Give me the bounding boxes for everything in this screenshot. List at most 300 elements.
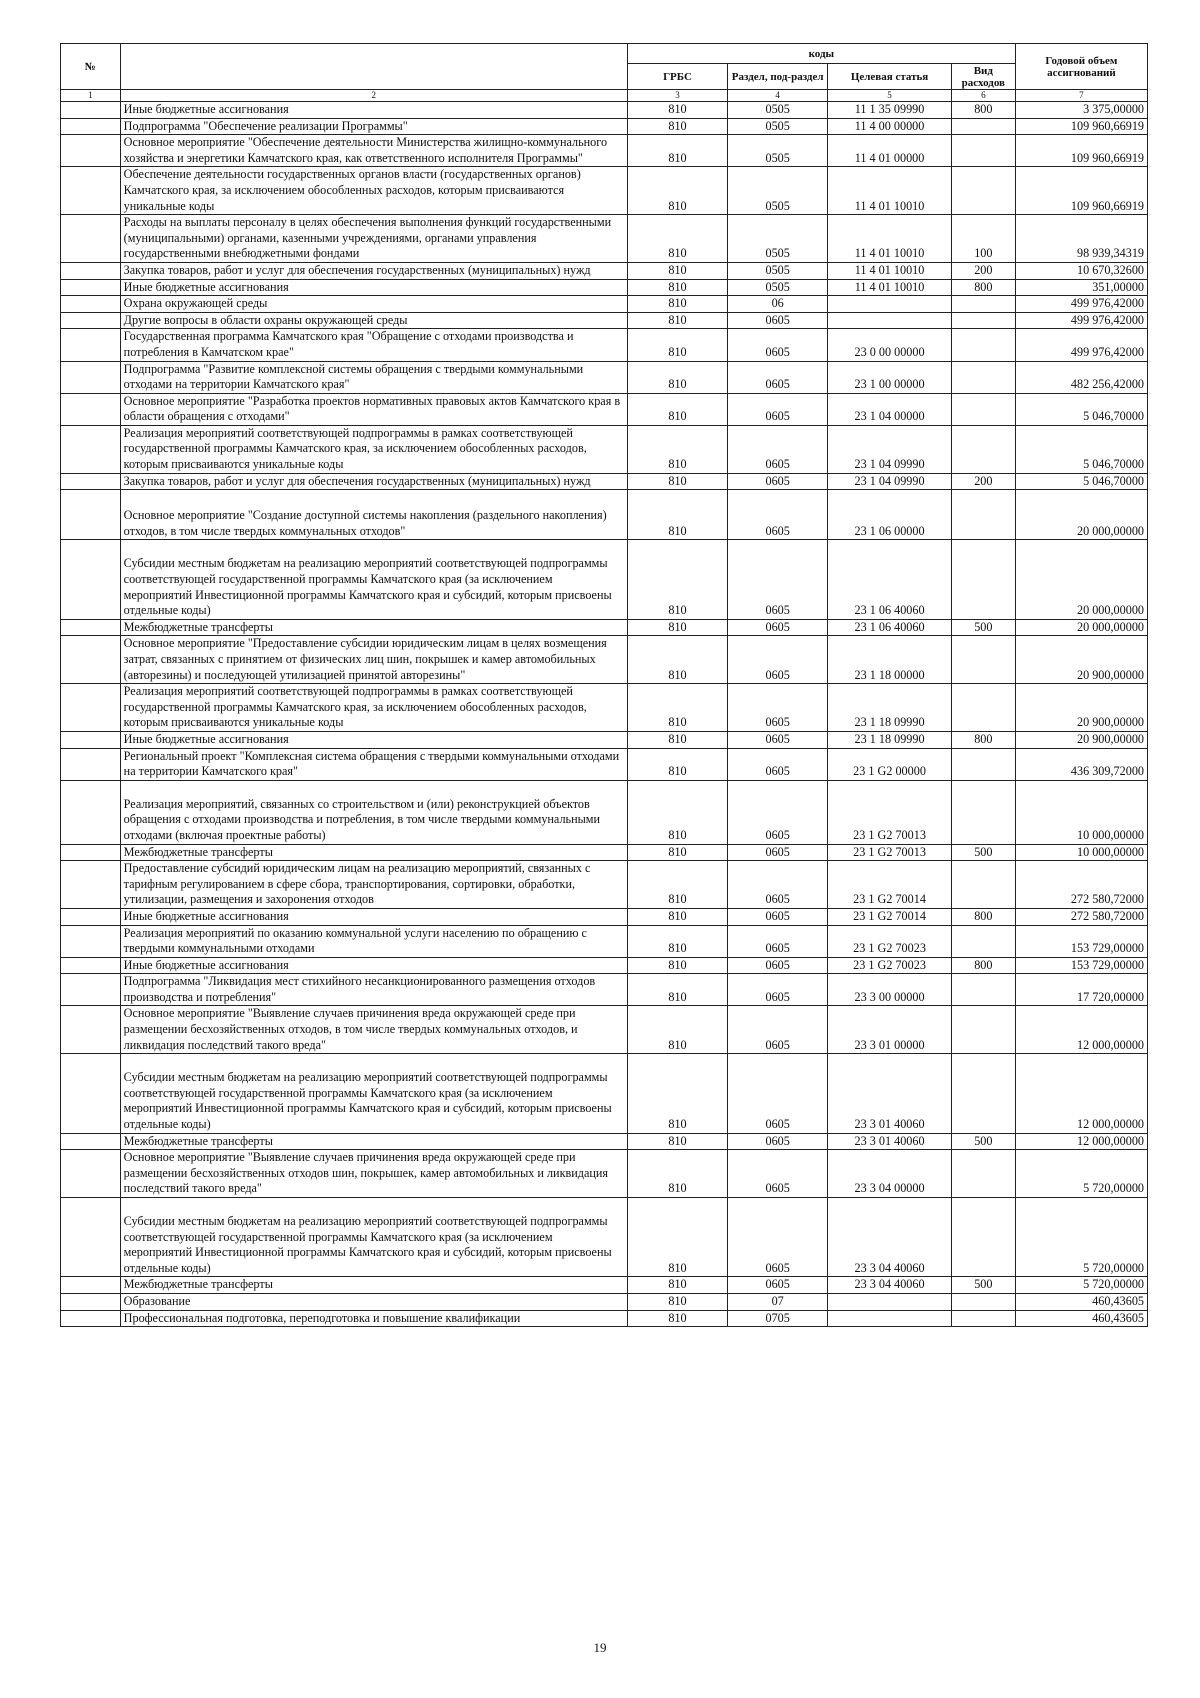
- cell-section: 0605: [728, 1006, 828, 1054]
- cell-grbs: 810: [627, 1054, 727, 1133]
- cell-name: Образование: [120, 1293, 627, 1310]
- cell-section: 0705: [728, 1310, 828, 1327]
- cell-num: [61, 957, 121, 974]
- cell-kind: 800: [951, 102, 1015, 119]
- cell-target: 23 3 04 00000: [828, 1150, 952, 1198]
- cell-num: [61, 1198, 121, 1277]
- cell-grbs: 810: [627, 1277, 727, 1294]
- cell-section: 0605: [728, 861, 828, 909]
- cell-grbs: 810: [627, 361, 727, 393]
- cell-num: [61, 296, 121, 313]
- cell-name: Предоставление субсидий юридическим лицам на реализацию мероприятий, связанных с тарифным регулированием в сфере сбора, транспортирования, сортировки, обработки, утилизации, размещения и захоронения отходов: [120, 861, 627, 909]
- cell-section: 0605: [728, 925, 828, 957]
- cell-num: [61, 167, 121, 215]
- header-index-5: 5: [828, 90, 952, 102]
- cell-num: [61, 473, 121, 490]
- cell-num: [61, 1277, 121, 1294]
- cell-name: Закупка товаров, работ и услуг для обеспечения государственных (муниципальных) нужд: [120, 473, 627, 490]
- cell-num: [61, 102, 121, 119]
- table-row: [61, 102, 1148, 119]
- cell-amount: 5 046,70000: [1015, 425, 1147, 473]
- cell-amount: 5 720,00000: [1015, 1277, 1147, 1294]
- cell-name: Межбюджетные трансферты: [120, 844, 627, 861]
- cell-name: Реализация мероприятий по оказанию коммунальной услуги населению по обращению с твердыми коммунальными отходами: [120, 925, 627, 957]
- cell-name: Государственная программа Камчатского края "Обращение с отходами производства и потребления в Камчатском крае": [120, 329, 627, 361]
- cell-name: Реализация мероприятий соответствующей подпрограммы в рамках соответствующей государственной программы Камчатского края, за исключением обособленных расходов, которым присваиваются уникальные коды: [120, 425, 627, 473]
- cell-name: Субсидии местным бюджетам на реализацию мероприятий соответствующей подпрограммы соответствующей государственной программы Камчатского края (за исключением мероприятий Инвестиционной программы Камчатского края и субсидий, которым присвоены отдельные коды): [120, 1198, 627, 1277]
- header-index-3: 3: [627, 90, 727, 102]
- cell-amount: 5 720,00000: [1015, 1198, 1147, 1277]
- cell-num: [61, 619, 121, 636]
- cell-section: 0605: [728, 490, 828, 540]
- cell-amount: 12 000,00000: [1015, 1133, 1147, 1150]
- table-row: [61, 490, 1148, 540]
- table-row: [61, 908, 1148, 925]
- cell-amount: 20 000,00000: [1015, 540, 1147, 619]
- table-row: [61, 957, 1148, 974]
- cell-amount: 12 000,00000: [1015, 1054, 1147, 1133]
- cell-kind: [951, 425, 1015, 473]
- cell-num: [61, 748, 121, 780]
- cell-target: [828, 296, 952, 313]
- cell-section: 0605: [728, 473, 828, 490]
- cell-section: 0605: [728, 636, 828, 684]
- table-row: [61, 1198, 1148, 1277]
- header-codes: коды: [627, 44, 1015, 64]
- cell-amount: 20 900,00000: [1015, 731, 1147, 748]
- table-row: [61, 1054, 1148, 1133]
- cell-num: [61, 490, 121, 540]
- cell-name: Основное мероприятие "Выявление случаев причинения вреда окружающей среде при размещении бесхозяйственных отходов шин, покрышек, камер автомобильных и ликвидация последствий такого вреда": [120, 1150, 627, 1198]
- table-row: [61, 540, 1148, 619]
- table-row: [61, 731, 1148, 748]
- cell-grbs: 810: [627, 748, 727, 780]
- cell-amount: 3 375,00000: [1015, 102, 1147, 119]
- cell-amount: 499 976,42000: [1015, 329, 1147, 361]
- cell-name: Основное мероприятие "Выявление случаев причинения вреда окружающей среде при размещении бесхозяйственных отходов, в том числе твердых коммунальных отходов, и ликвидация последствий такого вреда": [120, 1006, 627, 1054]
- cell-section: 07: [728, 1293, 828, 1310]
- cell-grbs: 810: [627, 540, 727, 619]
- header-kind: Вид расходов: [951, 64, 1015, 90]
- cell-kind: [951, 490, 1015, 540]
- cell-kind: 500: [951, 1133, 1015, 1150]
- table-row: [61, 748, 1148, 780]
- cell-num: [61, 361, 121, 393]
- cell-name: Расходы на выплаты персоналу в целях обеспечения выполнения функций государственными (муниципальными) органами, казенными учреждениями, органами управления государственными внебюджетными фондами: [120, 215, 627, 263]
- table-row: [61, 1006, 1148, 1054]
- cell-section: 0605: [728, 780, 828, 844]
- cell-grbs: 810: [627, 118, 727, 135]
- cell-section: 0605: [728, 684, 828, 732]
- cell-name: Реализация мероприятий соответствующей подпрограммы в рамках соответствующей государственной программы Камчатского края, за исключением обособленных расходов, которым присваиваются уникальные коды: [120, 684, 627, 732]
- cell-section: 0605: [728, 908, 828, 925]
- cell-amount: 109 960,66919: [1015, 135, 1147, 167]
- cell-target: 23 1 04 09990: [828, 425, 952, 473]
- cell-name: Межбюджетные трансферты: [120, 1133, 627, 1150]
- header-name: [120, 44, 627, 90]
- table-row: [61, 636, 1148, 684]
- budget-table: [60, 43, 1148, 1327]
- cell-grbs: 810: [627, 974, 727, 1006]
- cell-name: Субсидии местным бюджетам на реализацию мероприятий соответствующей подпрограммы соответствующей государственной программы Камчатского края (за исключением мероприятий Инвестиционной программы Камчатского края и субсидий, которым присвоены отдельные коды): [120, 540, 627, 619]
- cell-num: [61, 262, 121, 279]
- cell-grbs: 810: [627, 312, 727, 329]
- cell-num: [61, 1006, 121, 1054]
- cell-section: 0605: [728, 731, 828, 748]
- cell-target: [828, 312, 952, 329]
- cell-kind: 800: [951, 279, 1015, 296]
- cell-grbs: 810: [627, 490, 727, 540]
- cell-target: 23 1 06 40060: [828, 619, 952, 636]
- header-index-1: 1: [61, 90, 121, 102]
- table-body: [61, 102, 1148, 1327]
- cell-target: 23 3 01 40060: [828, 1054, 952, 1133]
- cell-kind: [951, 329, 1015, 361]
- cell-target: 11 4 01 10010: [828, 279, 952, 296]
- cell-name: Иные бюджетные ассигнования: [120, 731, 627, 748]
- cell-num: [61, 861, 121, 909]
- cell-kind: 500: [951, 1277, 1015, 1294]
- cell-num: [61, 908, 121, 925]
- cell-kind: [951, 974, 1015, 1006]
- cell-name: Обеспечение деятельности государственных органов власти (государственных органов) Камчатского края, за исключением обособленных расходов, которым присваиваются уникальные коды: [120, 167, 627, 215]
- cell-target: 23 0 00 00000: [828, 329, 952, 361]
- cell-kind: [951, 925, 1015, 957]
- cell-amount: 153 729,00000: [1015, 925, 1147, 957]
- table-row: [61, 619, 1148, 636]
- cell-num: [61, 925, 121, 957]
- cell-kind: 200: [951, 473, 1015, 490]
- cell-amount: 17 720,00000: [1015, 974, 1147, 1006]
- cell-grbs: 810: [627, 731, 727, 748]
- table-row: [61, 361, 1148, 393]
- cell-num: [61, 731, 121, 748]
- cell-num: [61, 312, 121, 329]
- cell-kind: [951, 861, 1015, 909]
- cell-target: 23 1 18 09990: [828, 731, 952, 748]
- cell-section: 0605: [728, 312, 828, 329]
- cell-section: 0605: [728, 844, 828, 861]
- cell-grbs: 810: [627, 844, 727, 861]
- cell-amount: 482 256,42000: [1015, 361, 1147, 393]
- cell-target: 23 1 04 00000: [828, 393, 952, 425]
- cell-grbs: 810: [627, 296, 727, 313]
- cell-amount: 460,43605: [1015, 1293, 1147, 1310]
- cell-num: [61, 425, 121, 473]
- cell-section: 0605: [728, 1133, 828, 1150]
- cell-name: Основное мероприятие "Обеспечение деятельности Министерства жилищно-коммунального хозяйства и энергетики Камчатского края, как ответственного исполнителя Программы": [120, 135, 627, 167]
- cell-kind: [951, 780, 1015, 844]
- header-volume: Годовой объем ассигнований: [1015, 44, 1147, 90]
- budget-sheet: [60, 43, 1148, 1327]
- cell-kind: [951, 1310, 1015, 1327]
- cell-grbs: 810: [627, 102, 727, 119]
- cell-target: 23 1 G2 70013: [828, 844, 952, 861]
- cell-kind: [951, 1198, 1015, 1277]
- cell-num: [61, 844, 121, 861]
- header-target: Целевая статья: [828, 64, 952, 90]
- cell-section: 0605: [728, 540, 828, 619]
- cell-name: Межбюджетные трансферты: [120, 1277, 627, 1294]
- cell-name: Основное мероприятие "Предоставление субсидии юридическим лицам в целях возмещения затрат, связанных с принятием от физических лиц шин, покрышек и камер автомобильных (авторезины) и последующей утилизацией принятой авторезины": [120, 636, 627, 684]
- header-section: Раздел, под-раздел: [728, 64, 828, 90]
- table-row: [61, 262, 1148, 279]
- cell-section: 0605: [728, 329, 828, 361]
- cell-name: Подпрограмма "Ликвидация мест стихийного несанкционированного размещения отходов производства и потребления": [120, 974, 627, 1006]
- table-row: [61, 135, 1148, 167]
- cell-section: 0505: [728, 262, 828, 279]
- cell-grbs: 810: [627, 925, 727, 957]
- cell-section: 0605: [728, 1150, 828, 1198]
- header-index-6: 6: [951, 90, 1015, 102]
- cell-kind: [951, 540, 1015, 619]
- cell-grbs: 810: [627, 329, 727, 361]
- table-row: [61, 925, 1148, 957]
- table-row: [61, 329, 1148, 361]
- cell-amount: 272 580,72000: [1015, 908, 1147, 925]
- cell-kind: 200: [951, 262, 1015, 279]
- cell-section: 0605: [728, 1277, 828, 1294]
- table-row: [61, 425, 1148, 473]
- cell-amount: 153 729,00000: [1015, 957, 1147, 974]
- cell-target: 23 1 G2 70023: [828, 925, 952, 957]
- cell-amount: 20 000,00000: [1015, 490, 1147, 540]
- cell-name: Профессиональная подготовка, переподготовка и повышение квалификации: [120, 1310, 627, 1327]
- cell-grbs: 810: [627, 425, 727, 473]
- cell-grbs: 810: [627, 684, 727, 732]
- table-row: [61, 1310, 1148, 1327]
- cell-name: Иные бюджетные ассигнования: [120, 908, 627, 925]
- cell-target: 23 3 01 40060: [828, 1133, 952, 1150]
- cell-num: [61, 1293, 121, 1310]
- cell-section: 0605: [728, 619, 828, 636]
- cell-num: [61, 1133, 121, 1150]
- cell-grbs: 810: [627, 1133, 727, 1150]
- cell-grbs: 810: [627, 957, 727, 974]
- cell-section: 0605: [728, 974, 828, 1006]
- cell-target: 23 1 18 09990: [828, 684, 952, 732]
- cell-amount: 20 900,00000: [1015, 684, 1147, 732]
- cell-amount: 460,43605: [1015, 1310, 1147, 1327]
- table-row: [61, 861, 1148, 909]
- table-row: [61, 215, 1148, 263]
- header-num: №: [61, 44, 121, 90]
- table-row: [61, 684, 1148, 732]
- cell-target: 23 1 G2 70013: [828, 780, 952, 844]
- table-row: [61, 1293, 1148, 1310]
- cell-target: 23 1 00 00000: [828, 361, 952, 393]
- cell-num: [61, 636, 121, 684]
- cell-grbs: 810: [627, 1198, 727, 1277]
- header-grbs: ГРБС: [627, 64, 727, 90]
- cell-kind: 800: [951, 731, 1015, 748]
- table-row: [61, 296, 1148, 313]
- cell-kind: [951, 312, 1015, 329]
- cell-kind: 500: [951, 619, 1015, 636]
- cell-num: [61, 329, 121, 361]
- cell-section: 0605: [728, 393, 828, 425]
- cell-grbs: 810: [627, 1293, 727, 1310]
- cell-amount: 436 309,72000: [1015, 748, 1147, 780]
- cell-grbs: 810: [627, 861, 727, 909]
- cell-num: [61, 540, 121, 619]
- table-row: [61, 312, 1148, 329]
- cell-section: 0605: [728, 361, 828, 393]
- table-row: [61, 844, 1148, 861]
- cell-target: 23 1 18 00000: [828, 636, 952, 684]
- cell-amount: 10 000,00000: [1015, 844, 1147, 861]
- cell-name: Основное мероприятие "Создание доступной системы накопления (раздельного накопления) отходов, в том числе твердых коммунальных отходов": [120, 490, 627, 540]
- cell-target: 23 1 04 09990: [828, 473, 952, 490]
- cell-section: 0605: [728, 1198, 828, 1277]
- cell-num: [61, 118, 121, 135]
- cell-name: Иные бюджетные ассигнования: [120, 102, 627, 119]
- header-index-2: 2: [120, 90, 627, 102]
- table-row: [61, 974, 1148, 1006]
- cell-target: 23 1 06 00000: [828, 490, 952, 540]
- cell-section: 0605: [728, 1054, 828, 1133]
- cell-kind: 100: [951, 215, 1015, 263]
- cell-section: 0505: [728, 279, 828, 296]
- cell-num: [61, 684, 121, 732]
- cell-target: 23 1 G2 70023: [828, 957, 952, 974]
- table-row: [61, 118, 1148, 135]
- cell-kind: [951, 636, 1015, 684]
- table-row: [61, 1150, 1148, 1198]
- cell-kind: [951, 684, 1015, 732]
- cell-amount: 272 580,72000: [1015, 861, 1147, 909]
- cell-amount: 10 670,32600: [1015, 262, 1147, 279]
- cell-grbs: 810: [627, 135, 727, 167]
- cell-section: 0605: [728, 425, 828, 473]
- cell-target: 23 1 G2 70014: [828, 908, 952, 925]
- cell-kind: [951, 393, 1015, 425]
- cell-amount: 351,00000: [1015, 279, 1147, 296]
- cell-grbs: 810: [627, 1150, 727, 1198]
- header-index-4: 4: [728, 90, 828, 102]
- cell-name: Подпрограмма "Обеспечение реализации Программы": [120, 118, 627, 135]
- cell-grbs: 810: [627, 473, 727, 490]
- cell-kind: [951, 1006, 1015, 1054]
- cell-grbs: 810: [627, 215, 727, 263]
- cell-kind: [951, 167, 1015, 215]
- cell-amount: 20 000,00000: [1015, 619, 1147, 636]
- cell-amount: 20 900,00000: [1015, 636, 1147, 684]
- cell-amount: 98 939,34319: [1015, 215, 1147, 263]
- cell-num: [61, 393, 121, 425]
- cell-kind: [951, 135, 1015, 167]
- cell-name: Подпрограмма "Развитие комплексной системы обращения с твердыми коммунальными отходами на территории Камчатского края": [120, 361, 627, 393]
- table-row: [61, 780, 1148, 844]
- table-row: [61, 473, 1148, 490]
- cell-num: [61, 1054, 121, 1133]
- cell-amount: 5 046,70000: [1015, 393, 1147, 425]
- cell-num: [61, 974, 121, 1006]
- cell-amount: 499 976,42000: [1015, 312, 1147, 329]
- page-number: 19: [593, 1640, 607, 1655]
- cell-target: 23 3 04 40060: [828, 1198, 952, 1277]
- cell-name: Региональный проект "Комплексная система обращения с твердыми коммунальными отходами на территории Камчатского края": [120, 748, 627, 780]
- cell-kind: [951, 118, 1015, 135]
- cell-name: Межбюджетные трансферты: [120, 619, 627, 636]
- cell-section: 0605: [728, 748, 828, 780]
- table-row: [61, 393, 1148, 425]
- cell-grbs: 810: [627, 167, 727, 215]
- cell-name: Иные бюджетные ассигнования: [120, 957, 627, 974]
- cell-target: 23 3 04 40060: [828, 1277, 952, 1294]
- table-header: [61, 44, 1148, 102]
- cell-kind: [951, 1054, 1015, 1133]
- cell-kind: 800: [951, 908, 1015, 925]
- cell-target: 11 4 00 00000: [828, 118, 952, 135]
- cell-kind: [951, 296, 1015, 313]
- cell-target: 11 1 35 09990: [828, 102, 952, 119]
- cell-target: [828, 1310, 952, 1327]
- cell-kind: [951, 1150, 1015, 1198]
- cell-target: 11 4 01 10010: [828, 262, 952, 279]
- cell-target: 11 4 01 00000: [828, 135, 952, 167]
- cell-target: 11 4 01 10010: [828, 167, 952, 215]
- cell-name: Основное мероприятие "Разработка проектов нормативных правовых актов Камчатского края в области обращения с отходами": [120, 393, 627, 425]
- cell-amount: 499 976,42000: [1015, 296, 1147, 313]
- cell-grbs: 810: [627, 393, 727, 425]
- cell-num: [61, 780, 121, 844]
- cell-name: Охрана окружающей среды: [120, 296, 627, 313]
- cell-grbs: 810: [627, 636, 727, 684]
- cell-kind: 800: [951, 957, 1015, 974]
- cell-section: 0505: [728, 167, 828, 215]
- cell-grbs: 810: [627, 780, 727, 844]
- cell-section: 0505: [728, 215, 828, 263]
- cell-target: 11 4 01 10010: [828, 215, 952, 263]
- cell-grbs: 810: [627, 1006, 727, 1054]
- cell-target: 23 1 06 40060: [828, 540, 952, 619]
- cell-kind: 500: [951, 844, 1015, 861]
- cell-grbs: 810: [627, 908, 727, 925]
- cell-num: [61, 1150, 121, 1198]
- cell-name: Субсидии местным бюджетам на реализацию мероприятий соответствующей подпрограммы соответствующей государственной программы Камчатского края (за исключением мероприятий Инвестиционной программы Камчатского края и субсидий, которым присвоены отдельные коды): [120, 1054, 627, 1133]
- cell-amount: 109 960,66919: [1015, 167, 1147, 215]
- cell-grbs: 810: [627, 1310, 727, 1327]
- cell-name: Иные бюджетные ассигнования: [120, 279, 627, 296]
- cell-kind: [951, 1293, 1015, 1310]
- cell-amount: 5 720,00000: [1015, 1150, 1147, 1198]
- cell-target: [828, 1293, 952, 1310]
- header-index-7: 7: [1015, 90, 1147, 102]
- cell-amount: 109 960,66919: [1015, 118, 1147, 135]
- cell-grbs: 810: [627, 279, 727, 296]
- cell-section: 0505: [728, 135, 828, 167]
- cell-target: 23 3 01 00000: [828, 1006, 952, 1054]
- cell-amount: 5 046,70000: [1015, 473, 1147, 490]
- cell-target: 23 3 00 00000: [828, 974, 952, 1006]
- cell-num: [61, 135, 121, 167]
- table-row: [61, 1133, 1148, 1150]
- cell-grbs: 810: [627, 262, 727, 279]
- table-row: [61, 167, 1148, 215]
- cell-section: 0605: [728, 957, 828, 974]
- cell-target: 23 1 G2 70014: [828, 861, 952, 909]
- cell-name: Другие вопросы в области охраны окружающей среды: [120, 312, 627, 329]
- cell-amount: 10 000,00000: [1015, 780, 1147, 844]
- cell-num: [61, 215, 121, 263]
- cell-section: 0505: [728, 118, 828, 135]
- cell-grbs: 810: [627, 619, 727, 636]
- cell-kind: [951, 361, 1015, 393]
- cell-section: 0505: [728, 102, 828, 119]
- cell-num: [61, 279, 121, 296]
- cell-amount: 12 000,00000: [1015, 1006, 1147, 1054]
